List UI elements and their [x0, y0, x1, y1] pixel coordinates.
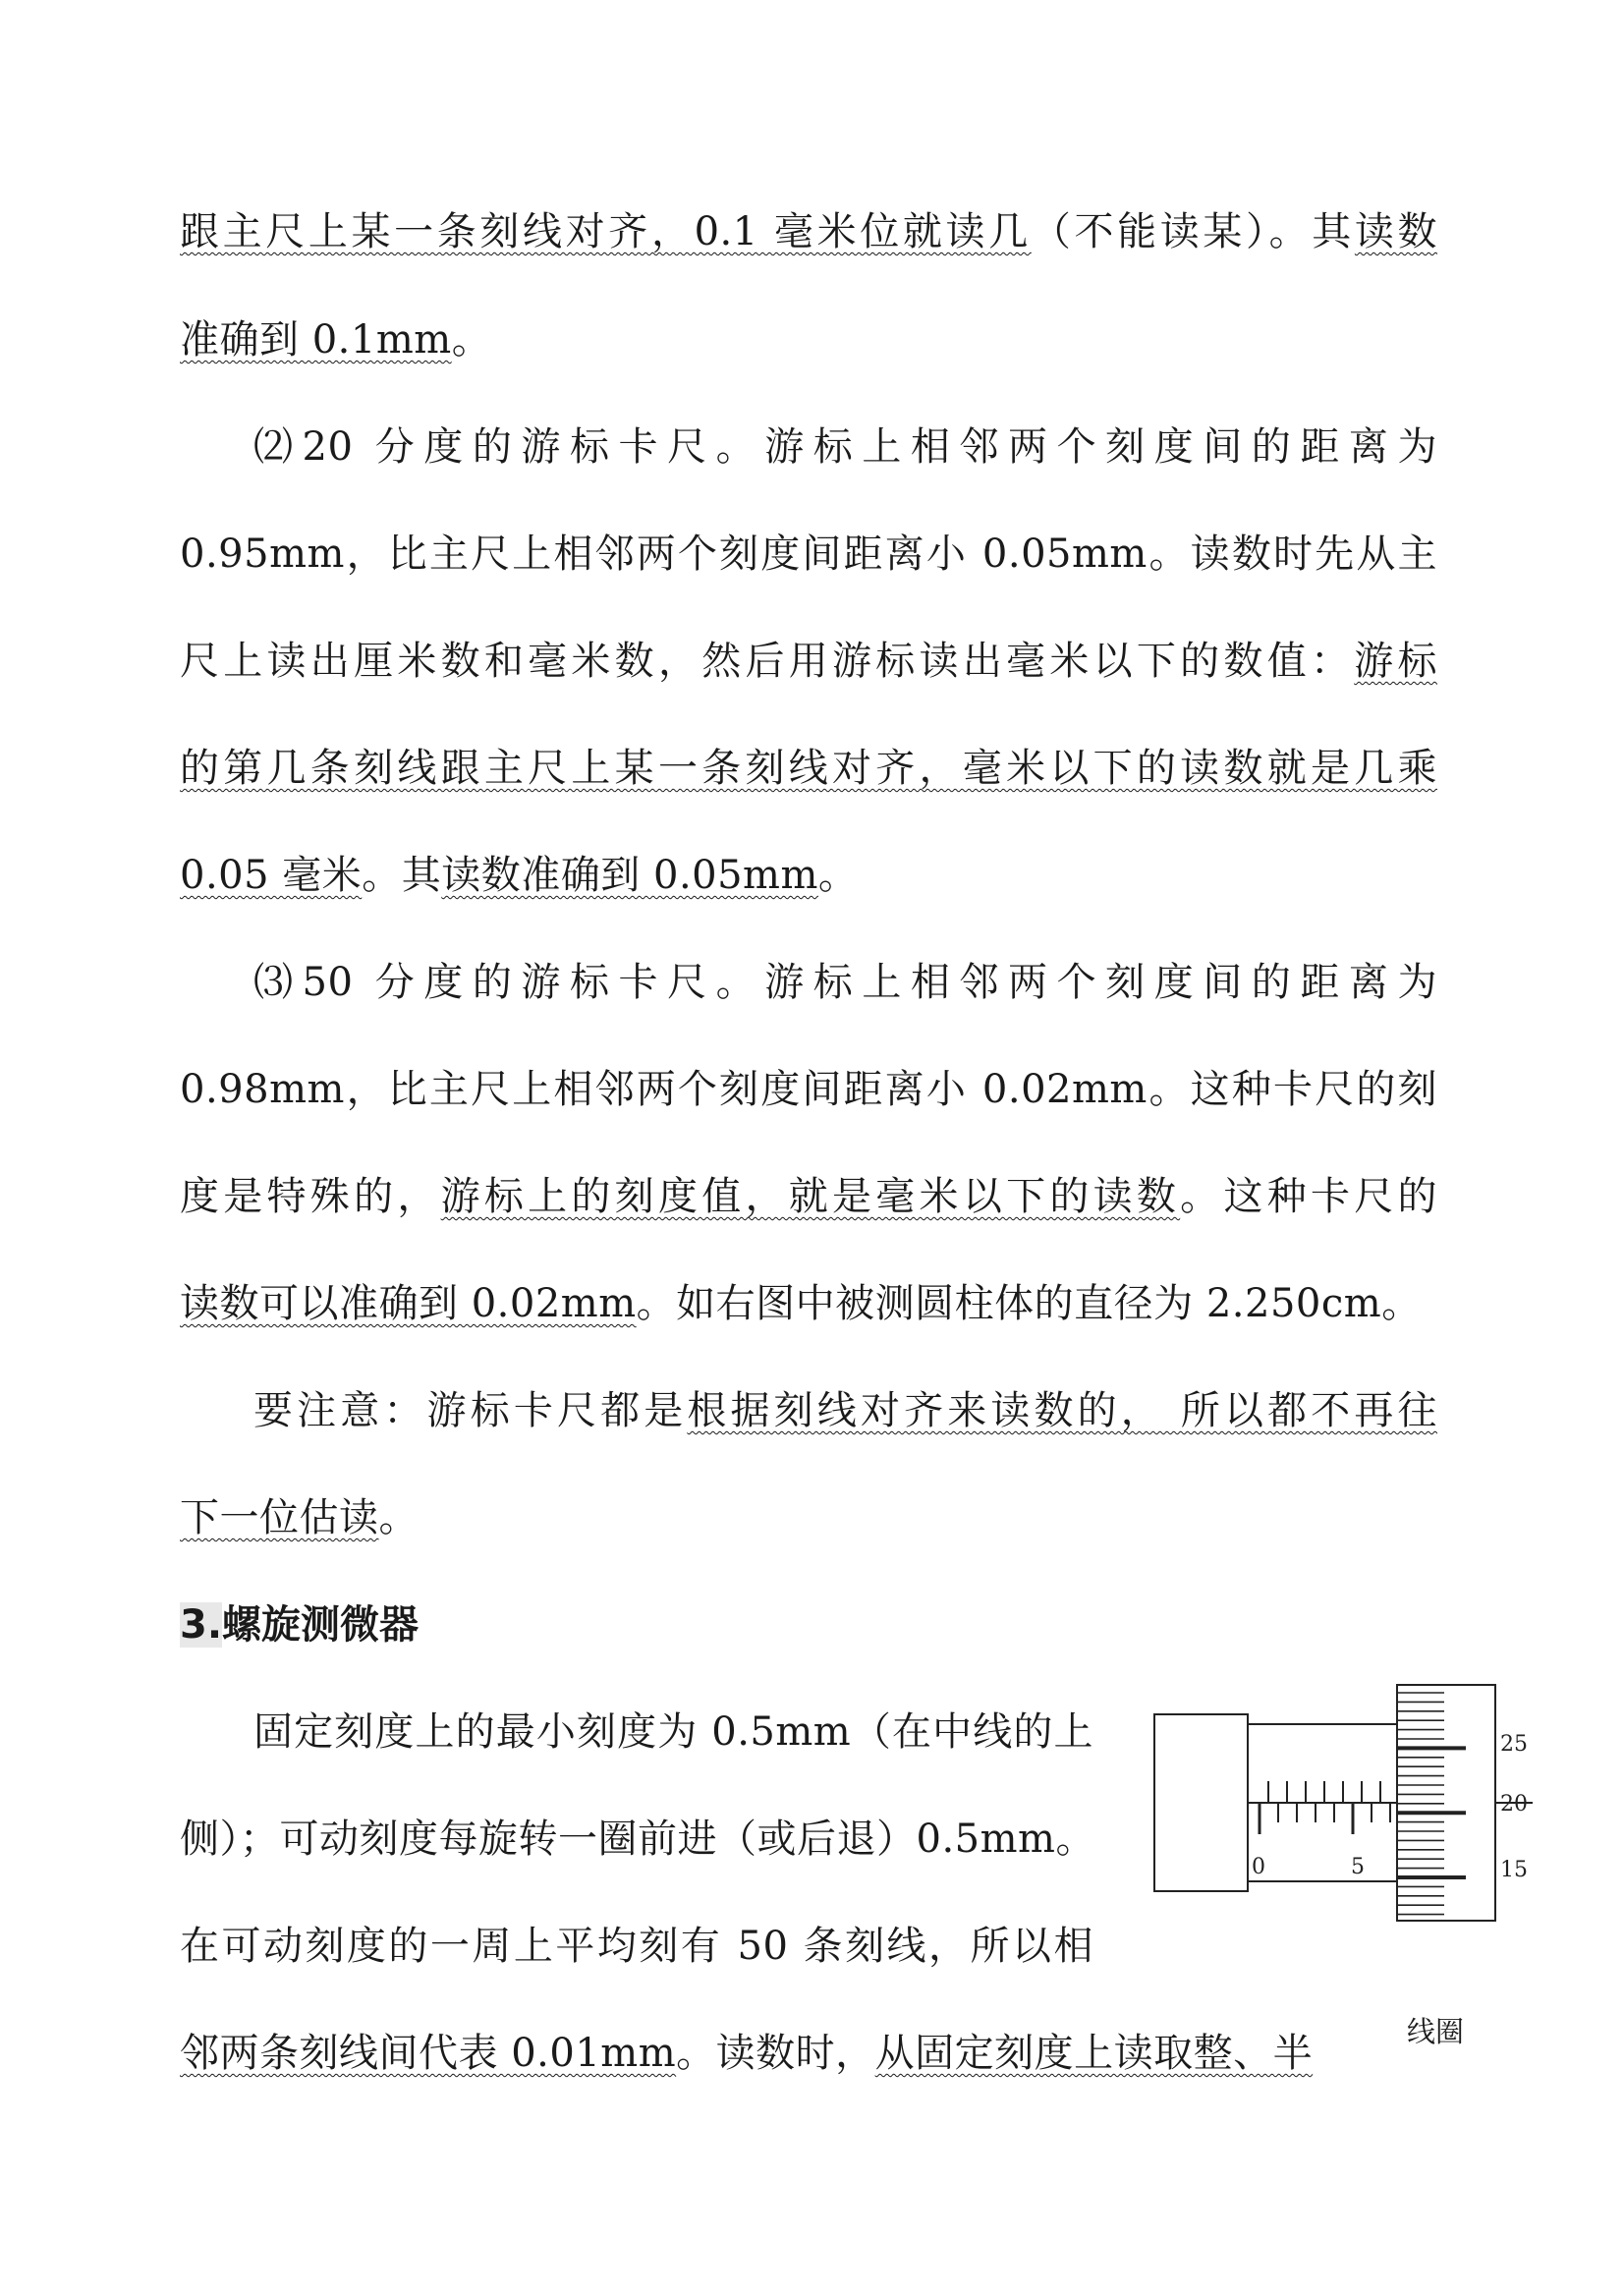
section-title: 螺旋测微器 — [222, 1602, 420, 1648]
text-span: 。 — [378, 1495, 419, 1540]
text-line — [180, 741, 1437, 796]
underlined-text: 读数准确到 0.05mm — [441, 853, 818, 898]
underlined-text: 跟主尺上某一条刻线对齐，0.1 毫米位就读几 — [180, 209, 1032, 254]
text-line — [180, 1062, 1437, 1117]
text-line — [180, 634, 1437, 689]
micrometer-figure — [1149, 1675, 1533, 1930]
underlined-text: 0.05 毫米 — [180, 853, 363, 898]
text-span: 固定刻度上的最小刻度为 0.5mm（在中线的上 — [253, 1709, 1093, 1755]
sleeve-label-5: 5 — [1351, 1855, 1365, 1879]
thimble-label-20: 20 — [1500, 1792, 1528, 1817]
text-line — [180, 1276, 1437, 1331]
underlined-text: 从固定刻度上读取整、半 — [874, 2031, 1314, 2076]
sleeve-label-0: 0 — [1252, 1855, 1265, 1879]
text-span: 度是特殊的， — [180, 1174, 441, 1219]
text-span: 0.98mm，比主尺上相邻两个刻度间距离小 0.02mm。这种卡尺的刻 — [180, 1067, 1437, 1112]
text-span: 。 — [817, 853, 859, 898]
text-span: 。 — [451, 317, 492, 363]
text-span: 。读数时， — [676, 2031, 875, 2076]
text-line — [180, 1490, 1437, 1545]
section-number: 3. — [180, 1602, 223, 1648]
text-line — [180, 1919, 1093, 1974]
underlined-text: 下一位估读 — [180, 1495, 379, 1540]
text-span: （不能读某）。其 — [1031, 209, 1355, 254]
underlined-text: 读数可以准确到 0.02mm — [180, 1281, 637, 1326]
thimble-label-25: 25 — [1500, 1732, 1528, 1757]
text-line — [180, 1169, 1437, 1224]
underlined-text: 游标上的刻度值，就是毫米以下的读数 — [440, 1174, 1181, 1219]
text-line — [180, 312, 1437, 367]
underlined-text: 根据刻线对齐来读数的， 所以都不再往 — [687, 1388, 1438, 1433]
text-line — [253, 1705, 1093, 1760]
text-line — [253, 955, 1437, 1010]
text-span: ⑵20 分度的游标卡尺。游标上相邻两个刻度间的距离为 — [253, 424, 1437, 470]
underlined-text: 读数 — [1354, 209, 1438, 254]
text-line — [180, 848, 1437, 903]
text-line — [253, 419, 1437, 475]
figure-caption: 线圈 — [1407, 2015, 1465, 2048]
text-span: 尺上读出厘米数和毫米数，然后用游标读出毫米以下的数值： — [180, 639, 1355, 684]
text-span: 。这种卡尺的 — [1180, 1174, 1438, 1219]
text-span: 0.95mm，比主尺上相邻两个刻度间距离小 0.05mm。读数时先从主 — [180, 531, 1437, 577]
section-heading — [180, 1597, 419, 1652]
text-line — [180, 1812, 1093, 1867]
text-line — [180, 527, 1437, 582]
text-line — [180, 2026, 1398, 2081]
text-line — [180, 204, 1437, 259]
text-span: ⑶50 分度的游标卡尺。游标上相邻两个刻度间的距离为 — [253, 960, 1437, 1005]
text-span: 。其 — [362, 853, 442, 898]
text-line — [253, 1383, 1437, 1438]
underlined-text: 邻两条刻线间代表 0.01mm — [180, 2031, 677, 2076]
underlined-text: 准确到 0.1mm — [180, 317, 452, 363]
underlined-text: 游标 — [1354, 639, 1438, 684]
underlined-text: 的第几条刻线跟主尺上某一条刻线对齐，毫米以下的读数就是几乘 — [180, 746, 1437, 791]
micrometer-frame — [1154, 1714, 1248, 1891]
text-span: 。如右图中被测圆柱体的直径为 2.250cm。 — [636, 1281, 1422, 1326]
text-span: 侧）；可动刻度每旋转一圈前进（或后退）0.5mm。 — [180, 1817, 1095, 1862]
thimble-label-15: 15 — [1500, 1858, 1528, 1882]
text-span: 在可动刻度的一周上平均刻有 50 条刻线，所以相 — [180, 1924, 1093, 1969]
text-span: 要注意：游标卡尺都是 — [253, 1388, 688, 1433]
